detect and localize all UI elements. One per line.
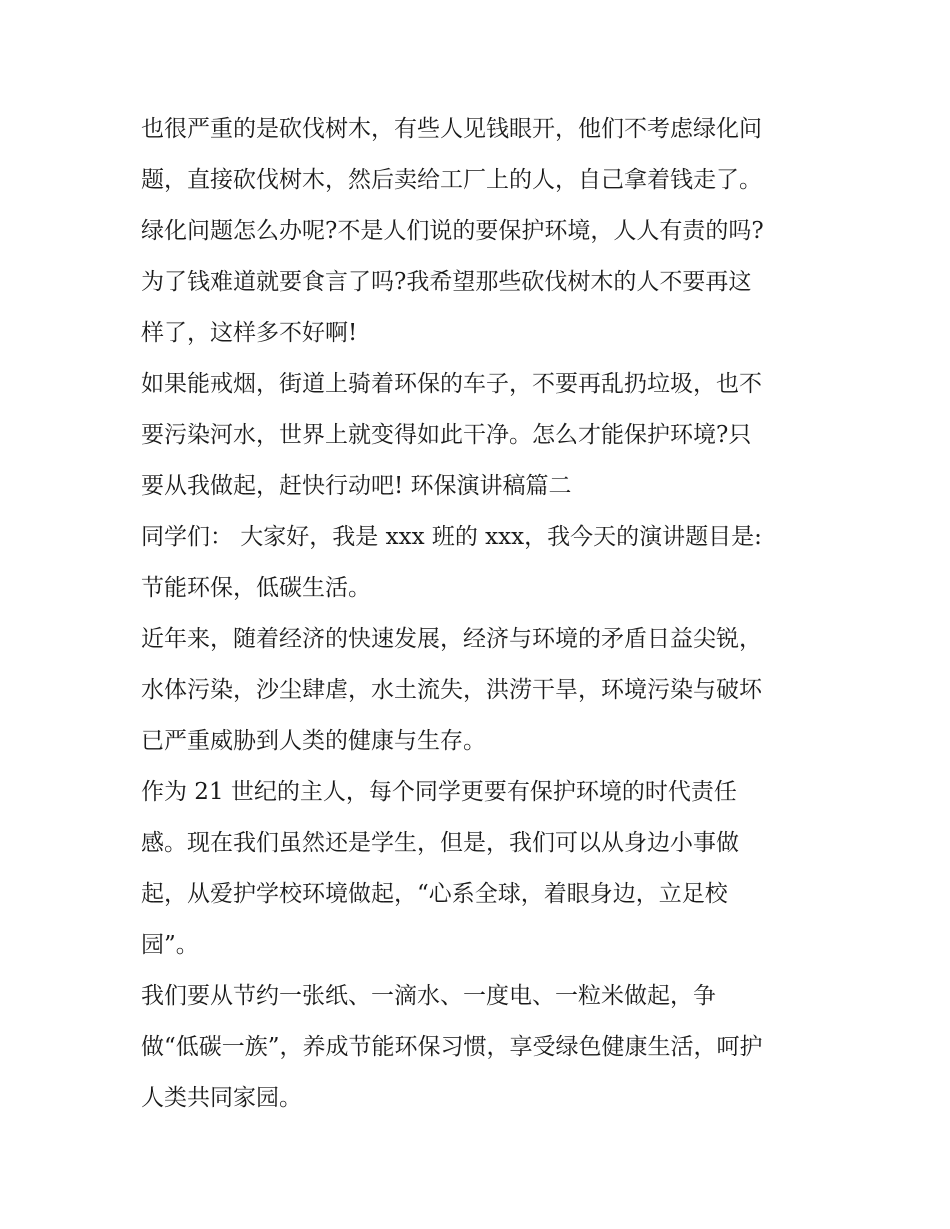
text-line: 做“低碳一族”，养成节能环保习惯，享受绿色健康生活，呵护 xyxy=(141,1034,763,1060)
text-line: 题，直接砍伐树木，然后卖给工厂上的人，自己拿着钱走了。 xyxy=(141,167,762,193)
text-line: 如果能戒烟，街道上骑着环保的车子，不要再乱扔垃圾，也不 xyxy=(141,371,762,397)
text-line: 我们要从节约一张纸、一滴水、一度电、一粒米做起，争 xyxy=(141,983,716,1009)
text-line: 人类共同家园。 xyxy=(141,1085,302,1111)
text-line: 同学们： 大家好，我是 xxx 班的 xxx，我今天的演讲题目是: xyxy=(141,524,762,550)
text-line: 样了，这样多不好啊! xyxy=(141,320,358,346)
text-line: 园”。 xyxy=(141,932,199,958)
text-line: 近年来，随着经济的快速发展，经济与环境的矛盾日益尖锐， xyxy=(141,626,762,652)
text-line: 要污染河水，世界上就变得如此干净。怎么才能保护环境?只 xyxy=(141,422,752,448)
text-line: 水体污染，沙尘肆虐，水土流失，洪涝干旱，环境污染与破坏 xyxy=(141,677,762,703)
text-line: 起，从爱护学校环境做起，“心系全球，着眼身边，立足校 xyxy=(141,881,728,907)
text-line: 作为 21 世纪的主人，每个同学更要有保护环境的时代责任 xyxy=(141,779,737,805)
text-line: 已严重威胁到人类的健康与生存。 xyxy=(141,728,486,754)
document-body xyxy=(141,104,821,1124)
text-line: 绿化问题怎么办呢?不是人们说的要保护环境，人人有责的吗? xyxy=(141,218,764,244)
text-line: 为了钱难道就要食言了吗?我希望那些砍伐树木的人不要再这 xyxy=(141,269,752,295)
text-line: 感。现在我们虽然还是学生，但是，我们可以从身边小事做 xyxy=(141,830,739,856)
text-line: 也很严重的是砍伐树木，有些人见钱眼开，他们不考虑绿化问 xyxy=(141,116,762,142)
text-line: 节能环保，低碳生活。 xyxy=(141,575,371,601)
text-line: 要从我做起，赶快行动吧! 环保演讲稿篇二 xyxy=(141,473,572,499)
